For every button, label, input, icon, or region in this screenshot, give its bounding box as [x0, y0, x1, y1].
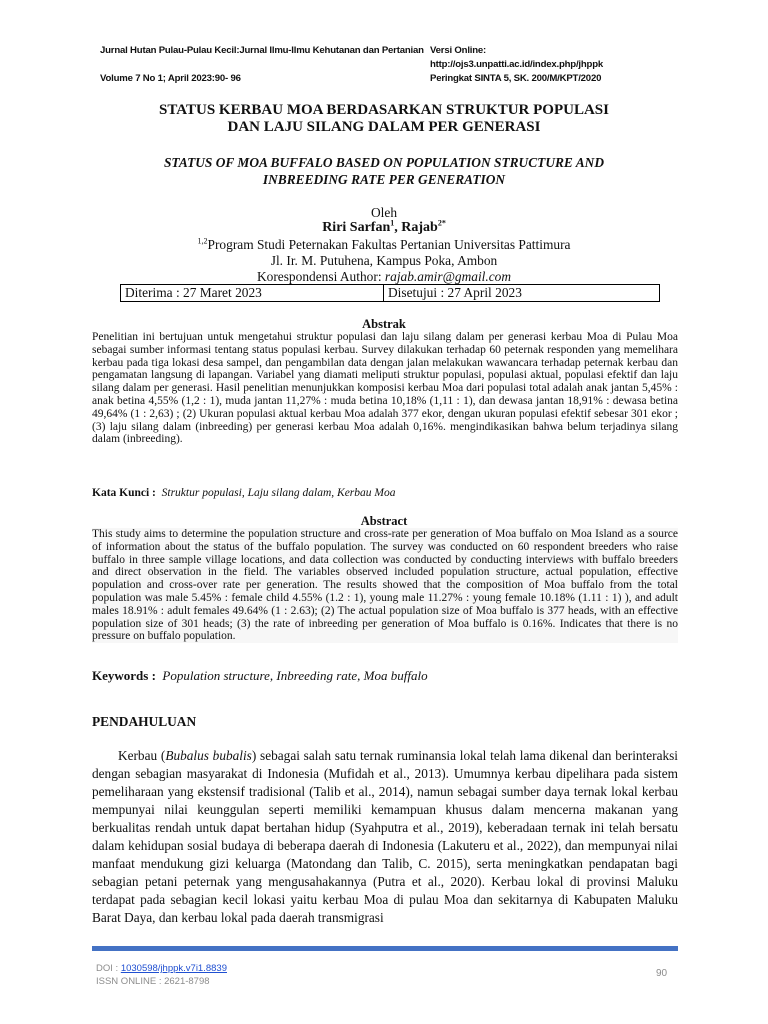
title-english: STATUS OF MOA BUFFALO BASED ON POPULATION STRUCTURE AND INBREEDING RATE PER GENERATION — [163, 155, 604, 187]
footer-doi: DOI : 1030598/jhppk.v7i1.8839 ISSN ONLINE : 2621-8798 — [96, 963, 227, 987]
journal-name: Jurnal Hutan Pulau-Pulau Kecil:Jurnal Ilmu-Ilmu Kehutanan dan Pertanian — [100, 45, 424, 56]
accepted-date: Disetujui : 27 April 2023 — [388, 285, 522, 300]
dates-table — [120, 284, 660, 302]
title-indonesian: STATUS KERBAU MOA BERDASARKAN STRUKTUR POPULASI DAN LAJU SILANG DALAM PER GENERASI — [159, 102, 609, 135]
volume-info: Volume 7 No 1; April 2023:90- 96 — [100, 73, 241, 84]
section-heading-pendahuluan: PENDAHULUAN — [92, 714, 197, 729]
author-email: rajab.amir@gmail.com — [384, 269, 512, 284]
issn: ISSN ONLINE : 2621-8798 — [96, 976, 210, 987]
species-name: Bubalus bubalis — [165, 748, 252, 763]
affiliation-line-2: Jl. Ir. M. Putuhena, Kampus Poka, Ambon — [270, 253, 498, 268]
abstrak-heading: Abstrak — [362, 317, 406, 331]
author-list: Riri Sarfan$^1$, Rajab$^{2*}$ — [322, 218, 446, 235]
intro-body — [92, 747, 678, 927]
footer-rule — [92, 946, 678, 951]
abstract-text: This study aims to determine the population structure and cross-rate per generation of Moa buffalo on Moa Island as a source of information about the status of the buffalo population. The survey was conducted on 60 respondent breeders who raise buffalo in three sample village locations, and data collection was conducted by conducting interviews with buffalo breeders and direct observation in the field. The variables observed included population structure, actual population, effective population and cross-over rate per generation. The results showed that the composition of Moa buffalo from the total population was male 5.45% : female child 4.55% (1.2 : 1), young male 11.27% : young female 10.18% (1.11 : 1) ), and adult males 18.91% : adult females 49.64% (1 : 2.63); (2) The actual population size of Moa buffalo is 377 heads, with an effective population size of 301 heads; (3) the rate of inbreeding per generation of Moa buffalo is 0.16%. Indicates that there is no pressure on buffalo population. — [92, 528, 678, 643]
correspondence: Korespondensi Author: rajab.amir@gmail.com — [256, 269, 512, 284]
intro-paragraph: Kerbau (Bubalus bubalis) sebagai salah satu ternak ruminansia lokal telah lama dikenal dan berinteraksi dengan sebagian masyarakat di Indonesia (Mufidah et al., 2013). Umumnya kerbau dipelihara pada sistem pemeliharaan yang ekstensif tradisional (Talib et al., 2014), namun sebagai sumber daya ternak lokal kerbau mempunyai nilai keunggulan seperti memiliki kemampuan khusus dalam mencerna makanan yang berkualitas rendah untuk dapat bertahan hidup (Syahputra et al., 2019), keberadaan ternak ini telah bersatu dalam kehidupan sosial budaya di beberapa daerah di Indonesia (Lakuteru et al., 2022), dan mempunyai nilai manfaat mendukung gizi keluarga (Matondang dan Talib, C. 2015), serta meningkatkan pendapatan bagi sebagian petani peternak yang mengusahakannya (Putra et al., 2020). Kerbau lokal di provinsi Maluku terdapat pada sebagian kecil lokasi yaitu kerbau Moa di pulau Moa dan sekitarnya di Kabupaten Maluku Barat Daya, dan kerbau lokal pada daerah transmigrasi — [92, 748, 678, 925]
sinta-rank: Peringkat SINTA 5, SK. 200/M/KPT/2020 — [430, 73, 602, 84]
affiliation-line-1: $^{1,2}$Program Studi Peternakan Fakultas Pertanian Universitas Pattimura — [197, 236, 571, 252]
abstract-heading: Abstract — [360, 514, 408, 528]
page-number: 90 — [656, 968, 668, 979]
kata-kunci: Kata Kunci : Struktur populasi, Laju silang dalam, Kerbau Moa — [92, 487, 396, 499]
doi-link[interactable]: 1030598/jhppk.v7i1.8839 — [120, 963, 227, 974]
by-label: Oleh — [370, 205, 398, 220]
received-date: Diterima : 27 Maret 2023 — [121, 285, 384, 301]
keywords: Keywords : Population structure, Inbreeding rate, Moa buffalo — [92, 668, 428, 683]
online-version: Versi Online: http://ojs3.unpatti.ac.id/index.php/jhppk — [430, 45, 604, 70]
abstrak-text: Penelitian ini bertujuan untuk mengetahui struktur populasi dan laju silang dalam per generasi kerbau Moa di Pulau Moa sebagai sumber informasi tentang status populasi kerbau. Survey dilakukan terhadap 60 peternak responden yang memelihara kerbau pada tiga lokasi desa sampel, dan pengambilan data dengan jalan melakukan wawancara terhadap peternak kerbau dan pengamatan langsung di lapangan. Variabel yang diamati meliputi struktur populasi, populasi aktual, populasi efektif dan laju silang dalam per generasi. Hasil penelitian menunjukkan komposisi kerbau Moa dari populasi total adalah anak jantan 5,45% : anak betina 4,55% (1,2 : 1), muda jantan 11,27% : muda betina 10,18% (1,11 : 1), dan dewasa jantan 18,91% : dewasa betina 49,64% (1 : 2,63) ; (2) Ukuran populasi aktual kerbau Moa adalah 377 ekor, dengan ukuran populasi efektif sebesar 301 ekor ; (3) laju silang dalam (inbreeding) per generasi kerbau Moa adalah 0,16%. mengindikasikan bahwa belum terjadinya silang dalam (inbreeding). — [92, 331, 678, 446]
running-header — [100, 44, 660, 86]
